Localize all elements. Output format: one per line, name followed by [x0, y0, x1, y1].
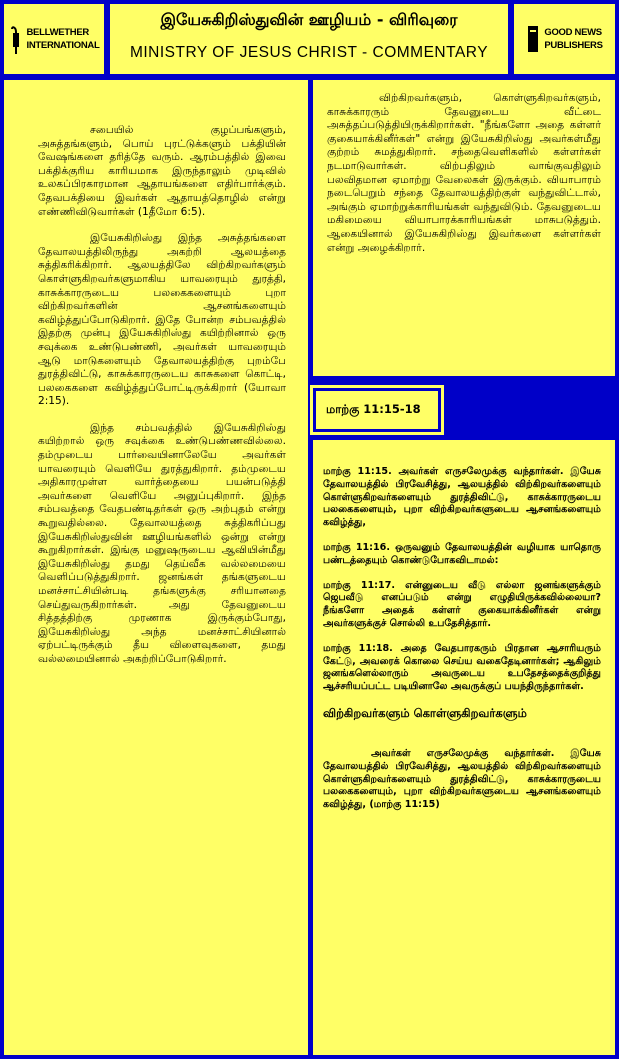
left-column — [4, 80, 308, 1055]
closing-verse: அவர்கள் எருசலேமுக்கு வந்தார்கள். இயேசு தேவாலயத்தில் பிரவேசித்து, ஆலயத்தில் விற்கிறவர்களையும் கொள்ளுகிறவர்களையும் துரத்திவிட்டு, காசுக்காரருடைய பலகைகளையும், புறா விற்கிறவர்களுடைய ஆசனங்களையும் கவிழ்த்து, (மாற்கு 11:15) — [323, 747, 601, 811]
left-logo-line1: BELLWETHER — [26, 27, 89, 38]
paragraph: இயேசுகிறிஸ்து இந்த அசுத்தங்களை தேவாலயத்திலிருந்து அகற்றி ஆலயத்தை சுத்திகரிக்கிறார். ஆலயத்திலே விற்கிறவர்களும் கொள்ளுகிறவர்களுமாகிய யாவரையும் துரத்தி, காசுக்காரருடைய பலகைகளையும் புறா விற்கிறவர்களின் ஆசனங்களையும் கவிழ்த்துப்போடுகிறார். இதே போன்ற சம்பவத்தில் இதற்கு முன்பு இயேசுகிறிஸ்து கயிற்றினால் ஒரு சவுக்கை உண்டுபண்ணி, அவர்கள் யாவரையும் ஆடு மாடுகளையும் தேவாலயத்திற்கு புறம்பே துரத்திவிட்டு, காசுக்காரருடைய காசுகளை கொட்டி, பலகைகளை கவிழ்த்துப்போட்டிருக்கிறார் (யோவா 2:15). — [38, 232, 286, 408]
left-logo-line2: INTERNATIONAL — [26, 40, 100, 51]
verse: மாற்கு 11:16. ஒருவனும் தேவாலயத்தின் வழியாக யாதொரு பண்டத்தையும் கொண்டுபோகவிடாமல்: — [323, 541, 601, 566]
paragraph: சபையில் குழப்பங்களும், அசுத்தங்களும், பொய் புரட்டுக்களும் பக்தியின் வேஷங்களை தரித்தே வரும். ஆரம்பத்தில் இவை பக்திக்குரிய காரியமாக இருந்தாலும் முடிவில் உலகப்பிரகாரமான ஆதாயங்களை எதிர்பார்க்கும். தேவபக்தியை இவர்கள் ஆதாயத்தொழில் என்று எண்ணிவிடுவார்கள் (1தீமோ 6:5). — [38, 124, 286, 218]
section-label: மாற்கு 11:15-18 — [326, 402, 421, 416]
good-news-logo — [514, 4, 615, 74]
header-title-box — [110, 4, 508, 74]
section-label-box — [313, 388, 441, 432]
paragraph: இந்த சம்பவத்தில் இயேசுகிறிஸ்து கயிற்றால் ஒரு சவுக்கை உண்டுபண்ணவில்லை. தம்முடைய பார்வையினாலேயே அவர்கள் யாவரையும் வெளியே துரத்துகிறார். தம்முடைய அதிகாரமுள்ள வார்த்தையை பயன்படுத்தி அவர்களை வெளியே அனுப்புகிறார். இந்த சம்பவத்தை வேதபண்டிதர்கள் ஒரு அற்புதம் என்று கூறுவதில்லை. தேவாலயத்தை சுத்திகரிப்பது இயேசுகிறிஸ்துவின் ஊழியங்களில் ஒன்று என்று கூறுகிறார்கள். இங்கு மனுஷருடைய ஆவியின்மீது இயேசுகிறிஸ்து தமது தெய்வீக வல்லமையை வெளிப்படுத்துகிறார். ஜனங்கள் தங்களுடைய மனச்சாட்சியின்படி தங்களுக்கு சரியானதை செய்துவருகிறார்கள். அது தேவனுடைய சித்தத்திற்கு முரணாக இருக்கும்போது, இயேசுகிறிஸ்து அந்த மனச்சாட்சியினால் ஏற்பட்டிருக்கும் தீய விளைவுகளை, தமது வல்லமையினால் அகற்றிப்போடுகிறார். — [38, 421, 286, 665]
right-logo-line1: GOOD NEWS — [544, 27, 602, 38]
verse: மாற்கு 11:15. அவர்கள் எருசலேமுக்கு வந்தார்கள். இயேசு தேவாலயத்தில் பிரவேசித்து, ஆலயத்தில் விற்கிறவர்களையும் கொள்ளுகிறவர்களையும் துரத்திவிட்டு, காசுக்காரருடைய பலகைகளையும், புறா விற்கிறவர்களுடைய ஆசனங்களையும் கவிழ்த்து, — [323, 466, 601, 529]
right-top-column — [313, 80, 615, 376]
book-icon — [526, 22, 540, 56]
shepherd-staff-icon — [9, 22, 23, 56]
right-bottom-column — [313, 440, 615, 1055]
page-title-tamil: இயேசுகிறிஸ்துவின் ஊழியம் - விரிவுரை — [160, 10, 458, 29]
paragraph: விற்கிறவர்களும், கொள்ளுகிறவர்களும், காசுக்காரரும் தேவனுடைய வீட்டை அசுத்தப்படுத்தியிருக்கிறார்கள். "நீங்களோ அதை கள்ளர் குகையாக்கினீர்கள்" என்று இயேசுகிறிஸ்து அவர்கள்மீது குற்றம் சுமத்துகிறார். சந்தைவெளிகளில் கள்ளர்கள் நடமாடுவார்கள். விற்பதிலும் வாங்குவதிலும் பலவிதமான ஏமாற்று வேலைகள் இருக்கும். வியாபாரம் நடைபெறும் சந்தை தேவாலயத்திற்குள் வந்துவிட்டால், அங்கும் ஏமாற்றுக்காரியங்கள் வந்துவிடும். தேவனுடைய மகிமையை வியாபாரக்காரியங்கள் மாசுபடுத்தும். ஆகையினால் இயேசுகிறிஸ்து இவர்களை கள்ளர்கள் என்று அழைக்கிறார். — [327, 92, 601, 254]
verse: மாற்கு 11:17. என்னுடைய வீடு எல்லா ஜனங்களுக்கும் ஜெபவீடு எனப்படும் என்று எழுதியிருக்கவில்லையா? நீங்களோ அதைக் கள்ளர் குகையாக்கினீர்கள் என்று அவர்களுக்குச் சொல்லி உபதேசித்தார். — [323, 579, 601, 629]
right-logo-line2: PUBLISHERS — [544, 40, 603, 51]
verse: மாற்கு 11:18. அதை வேதபாரகரும் பிரதான ஆசாரியரும் கேட்டு, அவரைக் கொலை செய்ய வகைதேடினார்கள்; ஆகிலும் ஜனங்களெல்லாரும் அவருடைய உபதேசத்தைக்குறித்து ஆச்சரியப்பட்ட படியினாலே அவருக்குப் பயந்திருந்தார்கள். — [323, 642, 601, 693]
subsection-heading: விற்கிறவர்களும் கொள்ளுகிறவர்களும் — [323, 705, 527, 720]
page-title-english: MINISTRY OF JESUS CHRIST - COMMENTARY — [129, 44, 489, 61]
bellwether-logo — [4, 4, 104, 74]
